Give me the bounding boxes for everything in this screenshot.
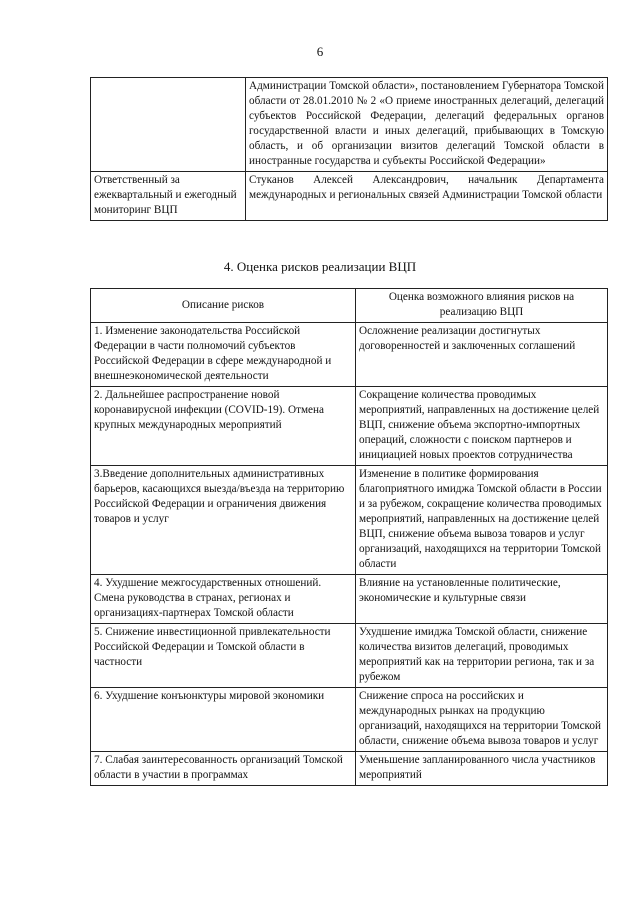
table-row [91, 575, 608, 624]
table-row [91, 78, 608, 172]
risk-impact-cell: Сокращение количества проводимых мероприятий, направленных на достижение целей ВЦП, снижение объема экспортно-импортных операций, сложности с поиском партнеров и инициацией новых проектов сотрудничества [356, 387, 608, 466]
table-row [91, 688, 608, 752]
risk-description-cell: 4. Ухудшение межгосударственных отношений. Смена руководства в странах, регионах и организациях-партнерах Томской области [91, 575, 356, 624]
responsible-label-cell: Ответственный за ежеквартальный и ежегодный мониторинг ВЦП [91, 172, 246, 221]
risk-impact-cell: Снижение спроса на российских и международных рынках на продукцию организаций, находящихся на территории Томской области, снижение объема вывоза товаров и услуг [356, 688, 608, 752]
responsible-value-cell: Стуканов Алексей Александрович, начальник Департамента международных и региональных связей Администрации Томской области [246, 172, 608, 221]
risk-impact-cell: Ухудшение имиджа Томской области, снижение количества визитов делегаций, проводимых мероприятий как на территории региона, так и за рубежом [356, 624, 608, 688]
risk-assessment-table [90, 288, 608, 786]
risk-impact-cell: Осложнение реализации достигнутых договоренностей и заключенных соглашений [356, 323, 608, 387]
info-label-cell [91, 78, 246, 172]
section-heading: 4. Оценка рисков реализации ВЦП [223, 259, 417, 274]
risk-column-header: Описание рисков [91, 289, 356, 323]
risk-description-cell: 1. Изменение законодательства Российской Федерации в части полномочий субъектов Российской Федерации в сфере международной и внешнеэкономической деятельности [91, 323, 356, 387]
table-row [91, 466, 608, 575]
risk-impact-cell: Уменьшение запланированного числа участников мероприятий [356, 752, 608, 786]
risk-description-cell: 5. Снижение инвестиционной привлекательности Российской Федерации и Томской области в частности [91, 624, 356, 688]
impact-column-header: Оценка возможного влияния рисков на реализацию ВЦП [356, 289, 608, 323]
risk-impact-cell: Изменение в политике формирования благоприятного имиджа Томской области в России и за рубежом, сокращение количества проводимых мероприятий, направленных на достижение целей ВЦП, снижение объема вывоза товаров и услуг организаций, находящихся на территории Томской области [356, 466, 608, 575]
risk-description-cell: 6. Ухудшение конъюнктуры мировой экономики [91, 688, 356, 752]
page-number: 6 [316, 44, 324, 59]
table-row [91, 323, 608, 387]
table-header-row [91, 289, 608, 323]
table-row [91, 387, 608, 466]
program-info-table [90, 77, 608, 221]
risk-description-cell: 3.Введение дополнительных административных барьеров, касающихся выезда/въезда на территорию Российской Федерации и ограничения движения товаров и услуг [91, 466, 356, 575]
info-value-cell: Администрации Томской области», постановлением Губернатора Томской области от 28.01.2010 № 2 «О приеме иностранных делегаций, делегаций субъектов Российской Федерации, делегаций федеральных органов государственной власти и иных делегаций, прибывающих в Томскую область, и об организации визитов делегаций Томской области в иностранные государства и субъекты Российской Федерации» [246, 78, 608, 172]
table-row [91, 752, 608, 786]
table-row [91, 172, 608, 221]
risk-impact-cell: Влияние на установленные политические, экономические и культурные связи [356, 575, 608, 624]
risk-description-cell: 2. Дальнейшее распространение новой коронавирусной инфекции (COVID-19). Отмена крупных международных мероприятий [91, 387, 356, 466]
table-row [91, 624, 608, 688]
risk-description-cell: 7. Слабая заинтересованность организаций Томской области в участии в программах [91, 752, 356, 786]
